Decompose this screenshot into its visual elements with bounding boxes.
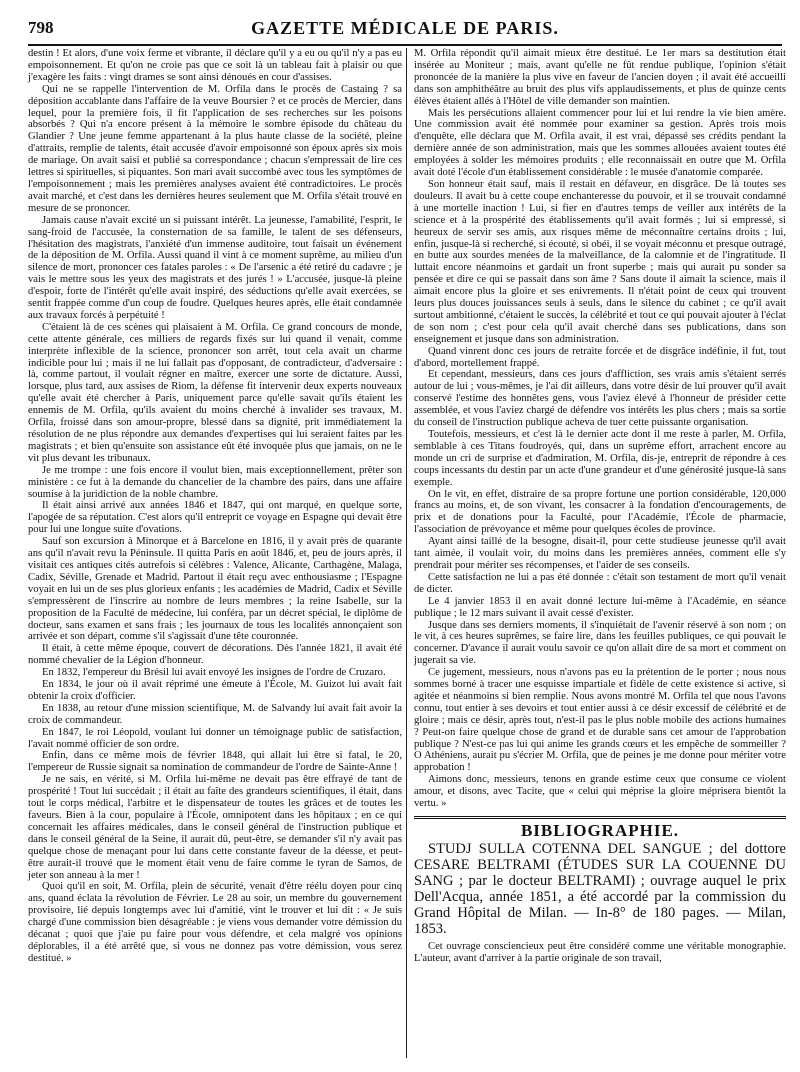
paragraph: Ayant ainsi taillé de la besogne, disait-il, pour cette studieuse jeunesse qu'il avait tant aimée, il voulait voir, du moins dans les premières années, comment elle s'y prendrait pour mériter ses récompenses, et l'aider de ses conseils. (414, 536, 786, 571)
paragraph: Il était ainsi arrivé aux années 1846 et 1847, qui ont marqué, en quelque sorte, l'apogée de sa réputation. C'est alors qu'il entreprit ce voyage en Espagne qui devait être pour lui une longue suite d'ovations. (28, 500, 402, 536)
paragraph: Sauf son excursion à Minorque et à Barcelone en 1816, il y avait près de quarante ans qu'il n'avait revu la Péninsule. Il quitta Paris en août 1846, et, peu de jours après, il visitait ces antiques cités autrefois si célèbres : Valence, Alicante, Carthagène, Malaga, Cadix, Séville, Grenade et Madrid. Partout il était reçu avec enthousiasme ; l'Espagne voyait en lui un de ses plus glorieux enfants ; les académies de Madrid, Cadix et Séville s'empressèrent de l'inscrire au nombre de leurs membres ; la reine Isabelle, sur la proposition de la Faculté de médecine, lui conféra, par un décret spécial, le diplôme de docteur, sans examen et sans frais ; les journaux de tous les localités annonçaient son arrivée et son départ, comme s'il s'agissait d'une tête couronnée. (28, 536, 402, 643)
paragraph: Aimons donc, messieurs, tenons en grande estime ceux que consume ce violent amour, et disons, avec Tacite, que « celui qui méprise la gloire méprisera bientôt la vertu. » (414, 774, 786, 810)
bibliography-entry: STUDJ SULLA COTENNA DEL SANGUE ; del dottore CESARE BELTRAMI (ÉTUDES SUR LA COUENNE DU SANG ; par le docteur BELTRAMI) ; ouvrage auquel le prix Dell'Acqua, année 1851, a été accordé par la commission du Grand Hôpital de Milan. — In-8° de 180 pages. — Milan, 1853. (414, 840, 786, 937)
page-header (28, 18, 782, 40)
page-number: 798 (28, 18, 54, 37)
section-rule (414, 816, 786, 819)
paragraph: Son honneur était sauf, mais il restait en défaveur, en disgrâce. De là toutes ses douleurs. Il avait bu à cette coupe enchanteresse du pouvoir, et il se trouvait condamné à une mortelle inaction ! Lui, si fier en d'autres temps de veiller aux intérêts de la science et à la prospérité des établissements qu'il avait formés ; lui si empressé, si heureux de servir ses amis, aux risques même de méconnaître certains droits ; lui, enfin, jusque-là si recherché, si écouté, si obéi, il se voyait méconnu et presque outragé, en butte aux sourdes menées de la malveillance, de la calomnie et de l'ingratitude. Il luttait encore néanmoins et gardait un front superbe ; mais qui aurait pu sonder sa pensée et dire ce qui se passait dans son âme ? Sans doute il aimait la science, mais il aimait encore plus la gloire et ses enivrements. Il n'était point de ceux qui trouvent leurs plus douces jouissances seuls à seuls, dans le silence du cabinet ; ce qu'il avait surtout ambitionné, c'étaient le succès, la célébrité et tout ce qui pouvait ajouter à l'éclat de son nom ; c'est pour cela qu'il avait cherché dans ses publications, dans son enseignement et jusque dans son administration. (414, 178, 786, 345)
paragraph: En 1838, au retour d'une mission scientifique, M. de Salvandy lui avait fait avoir la croix de commandeur. (28, 702, 402, 726)
header-rule (28, 44, 782, 46)
paragraph: Qui ne se rappelle l'intervention de M. Orfila dans le procès de Castaing ? sa déposition accablante dans l'affaire de la veuve Boursier ? et ce procès de Mercier, dans lequel, pour la première fois, il fit l'application de ses recherches sur les poisons absorbés ? Qui n'a encore présent à la mémoire le sombre épisode du château du Glandier ? Une jeune femme appartenant à la plus haute classe de la société, pleine d'attraits, remplie de talents, était accusée d'avoir empoisonné son époux après six mois de mariage. On avait saisi et publié sa correspondance ; chacun s'empressait de lire ces lettres si spirituelles, si piquantes. Son mari avait succombé avec tous les symptômes de l'empoisonnement ; mais les premières analyses avaient été contradictoires. Le procès avait marché, et c'est dans les dernières heures seulement que M. Orfila s'était trouvé en mesure de se prononcer. (28, 83, 402, 214)
paragraph: En 1847, le roi Léopold, voulant lui donner un témoignage public de satisfaction, l'avait nommé officier de son ordre. (28, 726, 402, 750)
paragraph: Toutefois, messieurs, et c'est là le dernier acte dont il me reste à parler, M. Orfila, semblable à ces Titans foudroyés, qui, dans un suprême effort, arrachent encore au monde un cri de surprise et d'admiration, M. Orfila, dis-je, entreprit de répondre à ces coups incessants du destin par un acte d'une grandeur et d'une générosité jusque-là sans exemple. (414, 429, 786, 488)
paragraph: On le vit, en effet, distraire de sa propre fortune une portion considérable, 120,000 francs au moins, et, de son vivant, les consacrer à la fondation d'encouragements, de prix et de donations pour la Faculté, pour l'Académie, l'École de pharmacie, l'association de prévoyance et même pour quelques écoles de province. (414, 488, 786, 536)
paragraph: Il était, à cette même époque, couvert de décorations. Dès l'année 1821, il avait été nommé chevalier de la Légion d'honneur. (28, 643, 402, 667)
paragraph: Jusque dans ses derniers moments, il s'inquiétait de l'avenir réservé à son nom ; on le vit, à ces heures suprêmes, se faire lire, dans les feuilles publiques, ce qui pouvait le concerner. D'avance il aurait voulu savoir ce qu'on allait dire de sa mort et comment on jugerait sa vie. (414, 619, 786, 667)
paragraph: destin ! Et alors, d'une voix ferme et vibrante, il déclare qu'il y a eu ou qu'il n'y a pas eu empoisonnement. Et qu'on ne croie pas que ce soit là un tableau fait à plaisir ou que j'exagère les faits : vingt drames se sont ainsi dénoués en cour d'assises. (28, 48, 402, 83)
bibliography-heading: BIBLIOGRAPHIE. (520, 821, 680, 840)
paragraph: En 1834, le jour où il avait réprimé une émeute à l'École, M. Guizot lui avait fait obtenir la croix d'officier. (28, 679, 402, 702)
bibliography-body: Cet ouvrage consciencieux peut être considéré comme une véritable monographie. L'auteur, avant d'arriver à la partie originale de son travail, (414, 940, 786, 964)
paragraph: M. Orfila répondit qu'il aimait mieux être destitué. Le 1er mars sa destitution était insérée au Moniteur ; mais, avant qu'elle ne fût rendue publique, l'opinion s'était prononcée de la manière la plus vive en faveur de l'ancien doyen ; il avait été accueilli dans son amphithéâtre au bruit des plus vifs applaudissements, et plus de quinze cents élèves étaient allés à l'Hôtel de ville demander son maintien. (414, 48, 786, 107)
paragraph: Quand vinrent donc ces jours de retraite forcée et de disgrâce indéfinie, il fut, tout d'abord, mortellement frappé. (414, 345, 786, 369)
paragraph: C'étaient là de ces scènes qui plaisaient à M. Orfila. Ce grand concours de monde, cette attente générale, ces milliers de regards fixés sur lui quand il venait, comme interprète inflexible de la science, prononcer son arrêt, tout cela avait un charme indicible pour lui ; mais il ne lui fallait pas d'opposant, de contradicteur, d'adversaire : là, comme partout, il voulait régner en maître, exercer une sorte de dictature. Aussi, lorsque, plus tard, aux assises de Riom, la défense fit intervenir deux experts nouveaux qu'elle avait été chercher à Paris, uniquement parce qu'elle savait qu'ils étaient les ennemis de M. Orfila, qu'ils avaient du moins cherché à invalider ses travaux, M. Orfila, froissé dans son amour-propre, blessé dans sa dignité, prit immédiatement la résolution de ne plus répondre aux demandes d'expertises qui lui seraient faites par les magistrats ; et bien qu'ensuite son assistance eût été invoquée plus que jamais, on ne le vit plus devant les tribunaux. (28, 321, 402, 464)
paragraph: Et cependant, messieurs, dans ces jours d'affliction, ses vrais amis s'étaient serrés autour de lui ; vous-mêmes, je l'ai dit ailleurs, dans votre désir de lui prouver qu'il avait conservé l'estime des honnêtes gens, vous l'aviez élevé à l'honneur de présider cette assemblée, et vous l'aviez chargé de défendre vos intérêts les plus chers ; mais sa sortie du conseil de l'instruction publique acheva de tuer cette puissante organisation. (414, 369, 786, 429)
paragraph: Enfin, dans ce même mois de février 1848, qui allait lui être si fatal, le 20, l'empereur de Russie signait sa nomination de commandeur de l'ordre de Sainte-Anne ! (28, 750, 402, 774)
paragraph: Le 4 janvier 1853 il en avait donné lecture lui-même à l'Académie, en séance publique ; le 12 mars suivant il avait cessé d'exister. (414, 595, 786, 619)
paragraph: Quoi qu'il en soit, M. Orfila, plein de sécurité, venait d'être réélu doyen pour cinq ans, quand éclata la révolution de Février. Le 28 au soir, un membre du gouvernement provisoire, lié depuis longtemps avec lui d'amitié, vint le trouver et lui dit : « Je suis chargé d'une commission bien désagréable : je viens vous demander votre démission du décanat ; quoi que j'aie pu faire pour vous défendre, et cela malgré vos opinions déplorables, il a été arrêté que, si vous ne donnez pas votre démission, vous serez destitué. » (28, 881, 402, 964)
right-column (414, 48, 786, 965)
paragraph: Ce jugement, messieurs, nous n'avons pas eu la prétention de le porter ; nous nous sommes borné à tracer une esquisse impartiale et fidèle de cette existence si active, si agitée et néanmoins si bien remplie. Nous avons montré M. Orfila tel que nous l'avons connu, tout entier à ses devoirs et tout entier aussi à ce désir excessif de célébrité et de gloire ; mais ce désir, après tout, n'est-il pas le plus noble mobile des actions humaines ? Peut-on faire quelque chose de grand et de durable sans cet amour de l'approbation publique ? N'est-ce pas lui qui anime les grands cœurs et les empêche de sommeiller ? O Athéniens, aurait pu s'écrier M. Orfila, que de peines je me donne pour mériter votre approbation ! (414, 667, 786, 774)
paragraph: Je me trompe : une fois encore il voulut bien, mais exceptionnellement, prêter son ministère : ce fut à la demande du chancelier de la chambre des pairs, dans une affaire soumise à la juridiction de la noble chambre. (28, 464, 402, 500)
left-column (28, 48, 402, 965)
paragraph: En 1832, l'empereur du Brésil lui avait envoyé les insignes de l'ordre de Cruzaro. (42, 667, 386, 679)
paragraph: Cette satisfaction ne lui a pas été donnée : c'était son testament de mort qu'il venait de dicter. (414, 571, 786, 595)
paragraph: Mais les persécutions allaient commencer pour lui et lui rendre la vie bien amère. Une commission avait été nommée pour examiner sa gestion. Après trois mois d'enquête, elle déclara que M. Orfila avait, il est vrai, dépassé ses crédits pendant la dernière année de son administration, mais que les sommes allouées avaient toutes été employées à solder les mémoires produits ; elle reconnaissait en outre que M. Orfila avait doté l'école d'un établissement considérable : le musée d'anatomie comparée. (414, 107, 786, 179)
paragraph: Je ne sais, en vérité, si M. Orfila lui-même ne devait pas être effrayé de tant de prospérité ! Tout lui succédait ; il était au faîte des grandeurs scientifiques, il était, dans tout le corps médical, l'arbitre et le dispensateur de toutes les grâces et de toutes les faveurs. Bien à la cour, populaire à l'École, omnipotent dans les hôpitaux ; en ce qui concernait les affaires médicales, dans le conseil général de l'instruction publique et dans le conseil général de la Seine, il aurait dû, peut-être, se demander s'il n'y avait pas quelque chose de menaçant pour lui dans cette constante faveur de la déesse, et peut-être aurait-il trouvé que le moment était venu de faire comme le tyran de Samos, de jeter son anneau à la mer ! (28, 774, 402, 881)
column-divider (406, 48, 407, 1058)
paragraph: Jamais cause n'avait excité un si puissant intérêt. La jeunesse, l'amabilité, l'esprit, le sang-froid de l'accusée, la consternation de sa famille, le talent de ses défenseurs, l'hésitation des magistrats, l'anxiété d'un immense auditoire, tout faisait un événement de la déposition de M. Orfila. Aussi quand il vint à ce moment suprême, au milieu d'un silence de mort, prononcer ces fatales paroles : « De l'arsenic a été retiré du cadavre ; je vais le mettre sous les yeux des magistrats et des jurés ! » L'accusée, jusque-là pleine d'espoir, forte de l'intérêt qu'elle avait inspiré, des séductions qu'elle avait exercées, se sentit frappée comme d'un coup de foudre. Quelques heures après, elle était condamnée aux travaux forcés à perpétuité ! (28, 214, 402, 321)
journal-title: GAZETTE MÉDICALE DE PARIS. (251, 18, 559, 38)
